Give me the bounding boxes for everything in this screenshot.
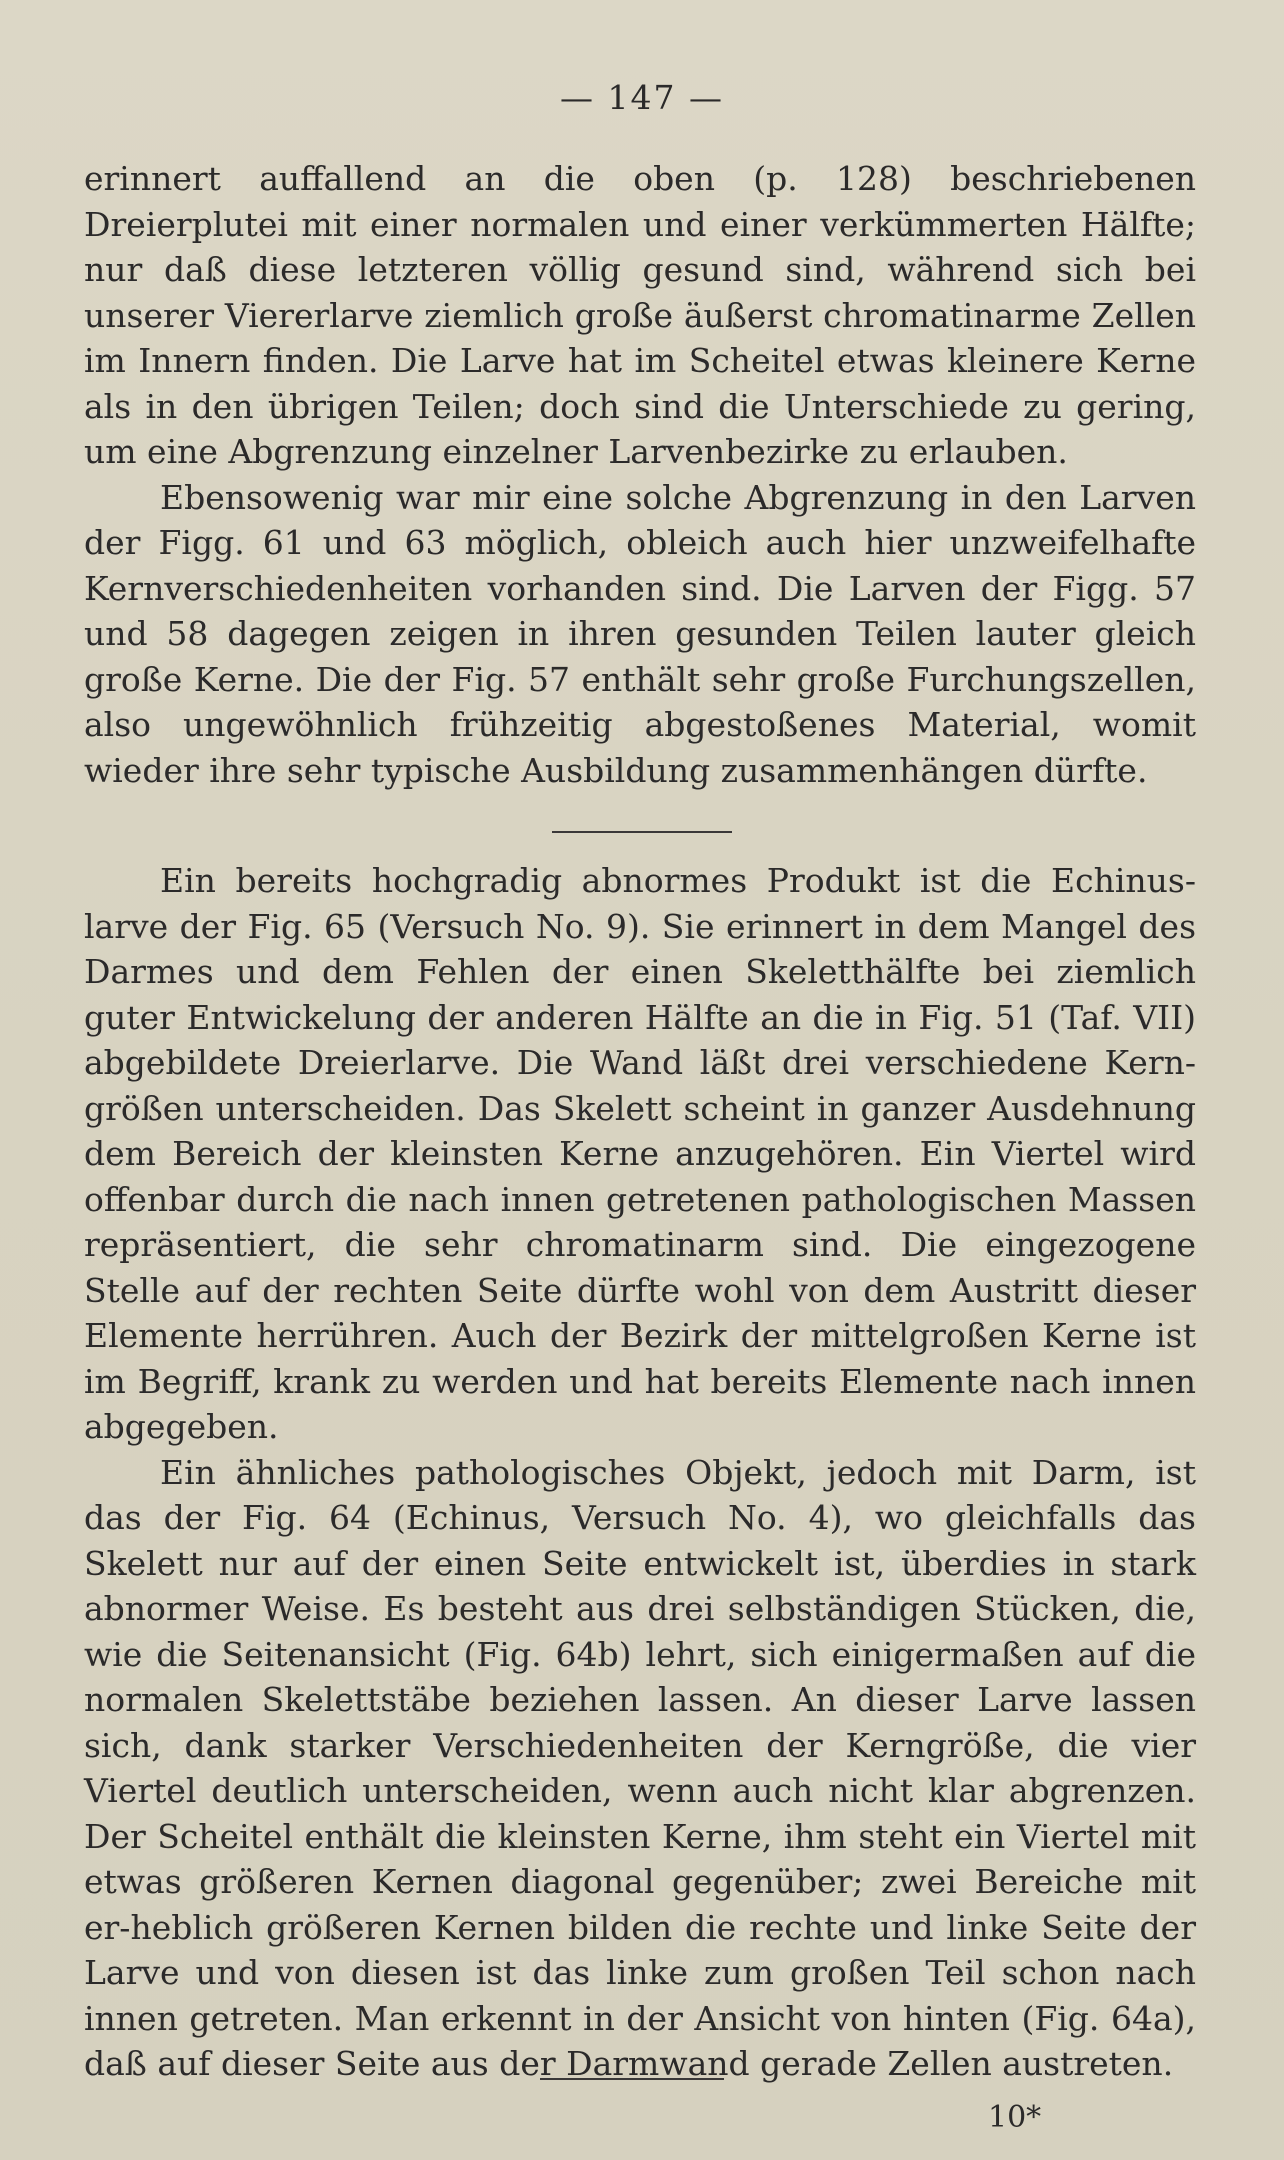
section-divider [540, 2078, 724, 2080]
text-section-1 [84, 156, 1196, 793]
paragraph: Ein ähnliches pathologisches Objekt, jedoch mit Darm, ist das der Fig. 64 (Echinus, Versuch No. 4), wo gleichfalls das Skelett nur auf der einen Seite entwickelt ist, überdies in stark abnormer Weise. Es besteht aus drei selbständigen Stücken, die, wie die Seitenansicht (Fig. 64b) lehrt, sich einigermaßen auf die normalen Skelettstäbe beziehen lassen. An dieser Larve lassen sich, dank starker Verschiedenheiten der Kerngröße, die vier Viertel deutlich unterscheiden, wenn auch nicht klar abgrenzen. Der Scheitel enthält die kleinsten Kerne, ihm steht ein Viertel mit etwas größeren Kernen diagonal gegenüber; zwei Bereiche mit er-heblich größeren Kernen bilden die rechte und linke Seite der Larve und von diesen ist das linke zum großen Teil schon nach innen getreten. Man erkennt in der Ansicht von hinten (Fig. 64a), daß auf dieser Seite aus der Darmwand gerade Zellen austreten. [84, 1452, 1196, 2083]
paragraph: Ebensowenig war mir eine solche Abgrenzung in den Larven der Figg. 61 und 63 möglich, obleich auch hier unzweifelhafte Kernverschiedenheiten vorhanden sind. Die Larven der Figg. 57 und 58 dagegen zeigen in ihren gesunden Teilen lauter gleich große Kerne. Die der Fig. 57 enthält sehr große Furchungszellen, also ungewöhnlich frühzeitig abgestoßenes Material, womit wieder ihre sehr typische Ausbildung zusammenhängen dürfte. [84, 477, 1196, 790]
page-number: — 147 — [560, 78, 724, 117]
paragraph: Ein bereits hochgradig abnormes Produkt ist die Echinus-larve der Fig. 65 (Versuch No. 9). Sie erinnert in dem Mangel des Darmes und dem Fehlen der einen Skeletthälfte bei ziemlich guter Entwickelung der anderen Hälfte an die in Fig. 51 (Taf. VII) abgebildete Dreierlarve. Die Wand läßt drei verschiedene Kern-größen unterscheiden. Das Skelett scheint in ganzer Ausdehnung dem Bereich der kleinsten Kerne anzugehören. Ein Viertel wird offenbar durch die nach innen getretenen pathologischen Massen repräsentiert, die sehr chromatinarm sind. Die eingezogene Stelle auf der rechten Seite dürfte wohl von dem Austritt dieser Elemente herrühren. Auch der Bezirk der mittelgroßen Kerne ist im Begriff, krank zu werden und hat bereits Elemente nach innen abgegeben. [84, 861, 1196, 1446]
paragraph: erinnert auffallend an die oben (p. 128) beschriebenen Dreierplutei mit einer normalen und einer verkümmerten Hälfte; nur daß diese letzteren völlig gesund sind, während sich bei unserer Viererlarve ziemlich große äußerst chromatinarme Zellen im Innern finden. Die Larve hat im Scheitel etwas kleinere Kerne als in den übrigen Teilen; doch sind die Unterschiede zu gering, um eine Abgrenzung einzelner Larvenbezirke zu erlauben. [84, 159, 1196, 471]
text-section-2 [84, 858, 1196, 2087]
signature-mark: 10* [988, 2100, 1042, 2135]
section-divider [552, 831, 732, 833]
